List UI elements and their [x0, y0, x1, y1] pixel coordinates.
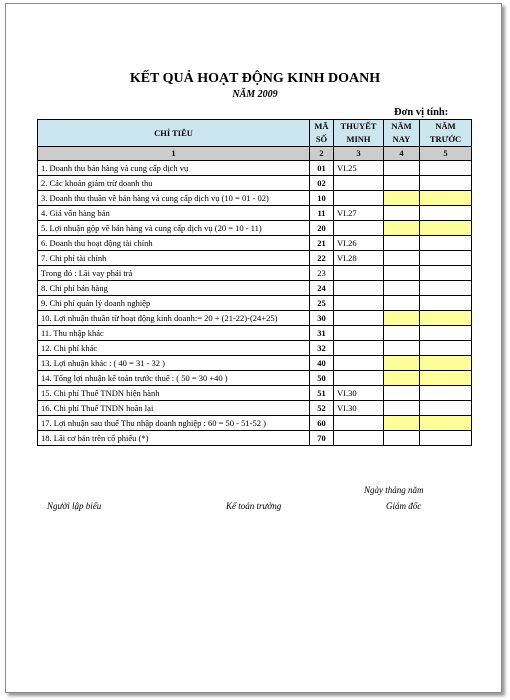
- row-note: [334, 266, 384, 281]
- table-row: [38, 206, 472, 221]
- row-label: 12. Chi phí khác: [38, 341, 310, 356]
- row-label: 16. Chi phí Thuế TNDN hoãn lại: [38, 401, 310, 416]
- row-code: 23: [310, 266, 334, 281]
- row-this-year-value: [384, 386, 420, 401]
- row-prev-year-value: [420, 356, 472, 371]
- header-row: [38, 120, 472, 147]
- row-label: 4. Giá vốn hàng bán: [38, 206, 310, 221]
- column-index-cell: 5: [420, 147, 472, 161]
- row-this-year-value: [384, 356, 420, 371]
- table-row: [38, 356, 472, 371]
- row-prev-year-value: [420, 326, 472, 341]
- row-note: VI.30: [334, 401, 384, 416]
- header-prev-year-line2: TRƯỚC: [429, 134, 462, 144]
- row-this-year-value: [384, 311, 420, 326]
- row-prev-year-value: [420, 296, 472, 311]
- header-indicator: CHỈ TIÊU: [38, 120, 310, 147]
- row-code: 11: [310, 206, 334, 221]
- unit-label: Đơn vị tính:: [394, 107, 449, 118]
- row-prev-year-value: [420, 311, 472, 326]
- table-row: [38, 161, 472, 176]
- row-prev-year-value: [420, 341, 472, 356]
- table-row: [38, 371, 472, 386]
- column-index-cell: 4: [384, 147, 420, 161]
- row-note: [334, 431, 384, 446]
- table-row: [38, 326, 472, 341]
- row-note: [334, 326, 384, 341]
- row-label: 1. Doanh thu bán hàng và cung cấp dịch vụ: [38, 161, 310, 176]
- row-prev-year-value: [420, 236, 472, 251]
- row-code: 40: [310, 356, 334, 371]
- table-row: [38, 311, 472, 326]
- row-code: 20: [310, 221, 334, 236]
- row-prev-year-value: [420, 386, 472, 401]
- row-code: 22: [310, 251, 334, 266]
- row-label: 6. Doanh thu hoạt động tài chính: [38, 236, 310, 251]
- row-code: 10: [310, 191, 334, 206]
- row-this-year-value: [384, 281, 420, 296]
- table-row: [38, 341, 472, 356]
- row-label: 2. Các khoản giảm trừ doanh thu: [38, 176, 310, 191]
- row-label: 17. Lợi nhuận sau thuế Thu nhập doanh nghiệp : 60 = 50 - 51-52 ): [38, 416, 310, 431]
- row-code: 60: [310, 416, 334, 431]
- row-code: 51: [310, 386, 334, 401]
- row-label: 7. Chi phí tài chính: [38, 251, 310, 266]
- row-note: [334, 341, 384, 356]
- row-label: 8. Chi phí bán hàng: [38, 281, 310, 296]
- table-row: [38, 416, 472, 431]
- header-this-year-line2: NAY: [392, 134, 411, 144]
- row-this-year-value: [384, 296, 420, 311]
- header-this-year-line1: NĂM: [391, 121, 412, 131]
- row-code: 01: [310, 161, 334, 176]
- row-prev-year-value: [420, 191, 472, 206]
- row-this-year-value: [384, 401, 420, 416]
- row-this-year-value: [384, 341, 420, 356]
- row-code: 31: [310, 326, 334, 341]
- row-this-year-value: [384, 191, 420, 206]
- row-note: VI.28: [334, 251, 384, 266]
- row-this-year-value: [384, 161, 420, 176]
- row-label: 3. Doanh thu thuần về bán hàng và cung cấp dịch vụ (10 = 01 - 02): [38, 191, 310, 206]
- table-row: [38, 296, 472, 311]
- row-prev-year-value: [420, 176, 472, 191]
- row-code: 21: [310, 236, 334, 251]
- row-label: 9. Chi phí quản lý doanh nghiệp: [38, 296, 310, 311]
- header-code: [310, 120, 334, 147]
- row-code: 02: [310, 176, 334, 191]
- row-this-year-value: [384, 326, 420, 341]
- header-code-line2: SỐ: [315, 134, 328, 144]
- row-this-year-value: [384, 236, 420, 251]
- signature-accountant: Kế toán trưởng: [226, 501, 282, 511]
- row-prev-year-value: [420, 401, 472, 416]
- row-this-year-value: [384, 371, 420, 386]
- row-prev-year-value: [420, 431, 472, 446]
- header-this-year: [384, 120, 420, 147]
- row-code: 50: [310, 371, 334, 386]
- row-label: 18. Lãi cơ bản trên cổ phiếu (*): [38, 431, 310, 446]
- row-note: [334, 296, 384, 311]
- column-index-cell: 3: [334, 147, 384, 161]
- row-code: 32: [310, 341, 334, 356]
- header-note-line1: THUYẾT: [340, 121, 377, 131]
- row-note: VI.27: [334, 206, 384, 221]
- table-body: [38, 161, 472, 446]
- row-note: [334, 281, 384, 296]
- header-prev-year-line1: NĂM: [435, 121, 456, 131]
- row-note: [334, 191, 384, 206]
- row-label: 15. Chi phí Thuế TNDN hiện hành: [38, 386, 310, 401]
- row-this-year-value: [384, 221, 420, 236]
- table-row: [38, 266, 472, 281]
- table-row: [38, 221, 472, 236]
- header-prev-year: [420, 120, 472, 147]
- row-label: Trong đó : Lãi vay phải trả: [38, 266, 310, 281]
- row-prev-year-value: [420, 371, 472, 386]
- signature-date: Ngày tháng năm: [364, 485, 424, 495]
- table-row: [38, 191, 472, 206]
- row-prev-year-value: [420, 281, 472, 296]
- row-note: [334, 356, 384, 371]
- row-note: VI.30: [334, 386, 384, 401]
- report-subtitle: NĂM 2009: [232, 89, 278, 100]
- row-note: VI.26: [334, 236, 384, 251]
- row-note: [334, 371, 384, 386]
- table-row: [38, 236, 472, 251]
- row-note: [334, 311, 384, 326]
- row-code: 52: [310, 401, 334, 416]
- row-note: VI.25: [334, 161, 384, 176]
- signature-preparer: Người lập biểu: [47, 501, 102, 511]
- row-this-year-value: [384, 431, 420, 446]
- header-note-line2: MINH: [346, 134, 371, 144]
- row-prev-year-value: [420, 206, 472, 221]
- report-title: KẾT QUẢ HOẠT ĐỘNG KINH DOANH: [129, 71, 381, 86]
- income-statement-table: [37, 119, 472, 446]
- row-note: [334, 176, 384, 191]
- row-prev-year-value: [420, 416, 472, 431]
- row-this-year-value: [384, 176, 420, 191]
- row-label: 5. Lợi nhuận gộp về bán hàng và cung cấp dịch vụ (20 = 10 - 11): [38, 221, 310, 236]
- column-index-cell: 2: [310, 147, 334, 161]
- table-row: [38, 251, 472, 266]
- row-prev-year-value: [420, 251, 472, 266]
- row-note: [334, 221, 384, 236]
- row-prev-year-value: [420, 266, 472, 281]
- header-code-line1: MÃ: [314, 121, 329, 131]
- table-row: [38, 281, 472, 296]
- row-prev-year-value: [420, 161, 472, 176]
- header-note: [334, 120, 384, 147]
- row-this-year-value: [384, 266, 420, 281]
- column-index-cell: 1: [38, 147, 310, 161]
- signature-director: Giám đốc: [386, 501, 422, 511]
- table-row: [38, 401, 472, 416]
- row-label: 13. Lợi nhuận khác : ( 40 = 31 - 32 ): [38, 356, 310, 371]
- row-this-year-value: [384, 206, 420, 221]
- row-code: 25: [310, 296, 334, 311]
- column-index-row: [38, 147, 472, 161]
- row-prev-year-value: [420, 221, 472, 236]
- row-this-year-value: [384, 251, 420, 266]
- row-label: 14. Tổng lợi nhuận kế toán trước thuế : ( 50 = 30 +40 ): [38, 371, 310, 386]
- row-label: 11. Thu nhập khác: [38, 326, 310, 341]
- row-code: 24: [310, 281, 334, 296]
- table-row: [38, 431, 472, 446]
- table-row: [38, 176, 472, 191]
- table-row: [38, 386, 472, 401]
- row-label: 10. Lợi nhuận thuần từ hoạt động kinh doanh:= 20 + (21-22)-(24+25): [38, 311, 310, 326]
- row-code: 30: [310, 311, 334, 326]
- row-this-year-value: [384, 416, 420, 431]
- row-code: 70: [310, 431, 334, 446]
- row-note: [334, 416, 384, 431]
